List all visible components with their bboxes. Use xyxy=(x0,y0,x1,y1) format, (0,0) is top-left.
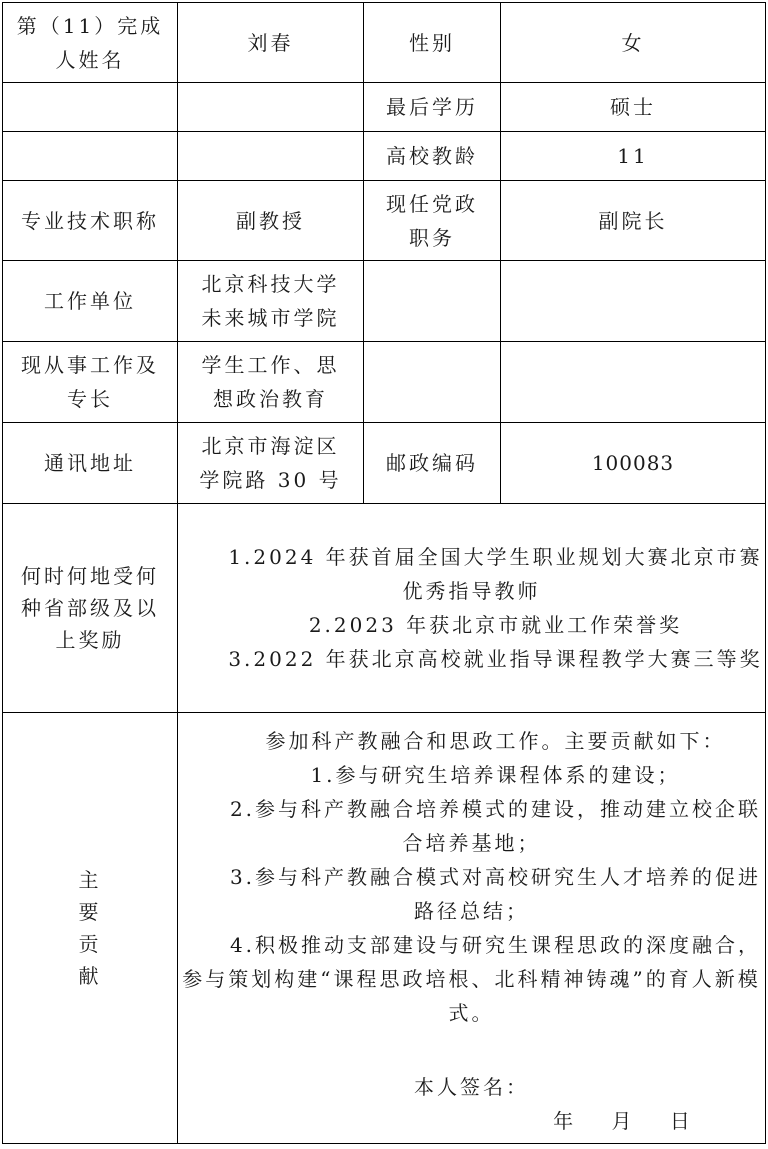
employer-value-line-2: 未来城市学院 xyxy=(201,306,340,330)
employer-label: 工作单位 xyxy=(3,261,178,342)
awards-label-line-3: 上奖励 xyxy=(55,628,125,652)
party-post-value: 副院长 xyxy=(501,181,766,261)
specialty-label-line-2: 专长 xyxy=(67,387,113,411)
teaching-years-label: 高校教龄 xyxy=(364,132,501,181)
awards-label xyxy=(3,504,178,713)
title-value: 副教授 xyxy=(178,181,364,261)
gender-value: 女 xyxy=(501,3,766,83)
awards-label-line-1: 何时何地受何 xyxy=(21,564,159,588)
name-value: 刘春 xyxy=(178,3,364,83)
award-item: 2.2023 年获北京市就业工作荣誉奖 xyxy=(308,613,683,637)
employer-row xyxy=(3,261,766,342)
contributions-intro: 参加科产教融合和思政工作。主要贡献如下： xyxy=(265,729,726,753)
postcode-label: 邮政编码 xyxy=(364,423,501,504)
name-label-line-2: 人姓名 xyxy=(55,47,125,72)
signature-date xyxy=(178,1104,765,1138)
contribution-item: 3.参与科产教融合模式对高校研究生人才培养的促进路径总结； xyxy=(229,865,762,923)
address-value xyxy=(178,423,364,504)
awards-row xyxy=(3,504,766,713)
date-year-label: 年 xyxy=(553,1109,574,1133)
party-post-label-line-1: 现任党政 xyxy=(386,191,478,216)
party-post-label-line-2: 职务 xyxy=(409,225,455,250)
specialty-label-line-1: 现从事工作及 xyxy=(21,353,159,377)
date-month-label: 月 xyxy=(611,1109,632,1133)
title-label: 专业技术职称 xyxy=(3,181,178,261)
education-label: 最后学历 xyxy=(364,83,501,132)
employer-value-line-1: 北京科技大学 xyxy=(201,272,340,296)
party-post-label xyxy=(364,181,501,261)
contributions-label-char: 献 xyxy=(78,964,102,988)
specialty-label xyxy=(3,342,178,423)
address-label: 通讯地址 xyxy=(3,423,178,504)
contributions-content xyxy=(178,713,766,1144)
empty-cell xyxy=(3,132,178,181)
specialty-value-line-1: 学生工作、思 xyxy=(201,353,340,377)
empty-cell xyxy=(364,261,501,342)
teaching-years-value: 11 xyxy=(501,132,766,181)
address-row xyxy=(3,423,766,504)
awards-content xyxy=(178,504,766,713)
employer-value xyxy=(178,261,364,342)
name-row xyxy=(3,3,766,83)
contributions-label-char: 贡 xyxy=(78,932,102,956)
teaching-years-row xyxy=(3,132,766,181)
gender-label: 性别 xyxy=(364,3,501,83)
contributions-label xyxy=(3,713,178,1144)
empty-cell xyxy=(501,261,766,342)
empty-cell xyxy=(501,342,766,423)
empty-cell xyxy=(178,83,364,132)
specialty-value-line-2: 想政治教育 xyxy=(213,387,328,411)
awards-label-line-2: 种省部级及以 xyxy=(21,596,159,620)
address-value-line-1: 北京市海淀区 xyxy=(201,434,340,458)
award-item: 1.2024 年获首届全国大学生职业规划大赛北京市赛优秀指导教师 xyxy=(228,545,763,603)
postcode-value: 100083 xyxy=(501,423,766,504)
specialty-row xyxy=(3,342,766,423)
contributions-row xyxy=(3,713,766,1144)
name-label-line-1: 第（11）完成 xyxy=(16,13,164,38)
education-value: 硕士 xyxy=(501,83,766,132)
contributions-label-char: 要 xyxy=(78,900,102,924)
education-row xyxy=(3,83,766,132)
contribution-item: 2.参与科产教融合培养模式的建设，推动建立校企联合培养基地； xyxy=(229,797,762,855)
contributions-label-char: 主 xyxy=(78,868,102,892)
award-item: 3.2022 年获北京高校就业指导课程教学大赛三等奖 xyxy=(228,647,763,671)
date-day-label: 日 xyxy=(669,1109,690,1133)
empty-cell xyxy=(364,342,501,423)
empty-cell xyxy=(178,132,364,181)
contribution-item: 4.积极推动支部建设与研究生课程思政的深度融合，参与策划构建“课程思政培根、北科精神铸魂”的育人新模式。 xyxy=(182,933,762,1025)
award-nominee-form xyxy=(2,2,766,1144)
address-value-line-2: 学院路 30 号 xyxy=(199,468,342,492)
specialty-value xyxy=(178,342,364,423)
empty-cell xyxy=(3,83,178,132)
contribution-item: 1.参与研究生培养课程体系的建设； xyxy=(310,763,681,787)
name-label xyxy=(3,3,178,83)
title-row xyxy=(3,181,766,261)
signature-label: 本人签名： xyxy=(414,1075,529,1099)
